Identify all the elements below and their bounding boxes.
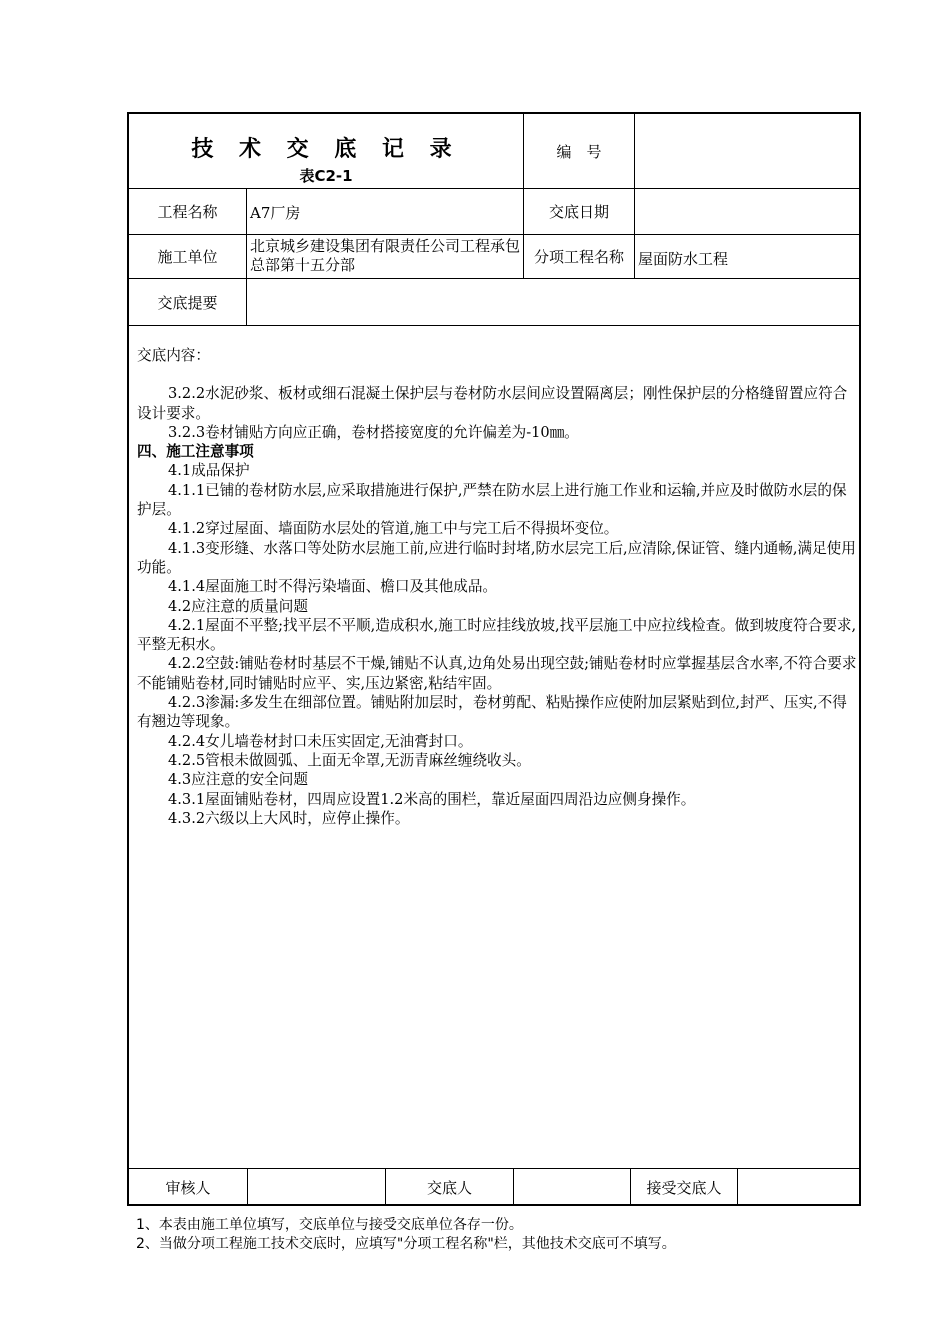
summary-label: 交底提要: [157, 293, 218, 312]
date-field[interactable]: [635, 189, 859, 234]
content-paragraph: 4.2.5管根未做圆弧、上面无伞罩,无沥青麻丝缠绕收头。: [168, 751, 531, 769]
disclosure-content: [137, 346, 857, 828]
content-paragraph: 4.1.1已铺的卷材防水层,应采取措施进行保护,严禁在防水层上进行施工作业和运输,并应及时做防水层的保护层。: [137, 481, 847, 519]
technical-disclosure-form: [127, 112, 861, 1206]
reviewer-label: 审核人: [165, 1179, 211, 1197]
contractor-field[interactable]: 北京城乡建设集团有限责任公司工程承包总部第十五分部: [250, 237, 521, 274]
reviewer-field[interactable]: [248, 1169, 385, 1206]
section-heading: 四、施工注意事项: [137, 443, 254, 461]
content-paragraph: 4.2.4女儿墙卷材封口未压实固定,无油膏封口。: [168, 732, 473, 750]
receiver-field[interactable]: [738, 1169, 859, 1206]
content-paragraph: 4.3应注意的安全问题: [168, 771, 308, 789]
discloser-label: 交底人: [426, 1179, 472, 1197]
content-paragraph: 4.1.4屋面施工时不得污染墙面、檐口及其他成品。: [168, 578, 498, 596]
content-paragraph: 4.3.1屋面铺贴卷材，四周应设置1.2米高的围栏，靠近屋面四周沿边应侧身操作。: [168, 790, 696, 808]
content-label: 交底内容：: [137, 347, 210, 364]
discloser-field[interactable]: [514, 1169, 630, 1206]
project-name-field[interactable]: A7厂房: [250, 204, 301, 222]
content-paragraph: 4.1成品保护: [168, 462, 250, 480]
row-divider: [129, 325, 859, 326]
content-paragraph: 3.2.3卷材铺贴方向应正确，卷材搭接宽度的允许偏差为-10㎜。: [168, 423, 579, 441]
content-paragraph: 4.1.2穿过屋面、墙面防水层处的管道,施工中与完工后不得损坏变位。: [168, 520, 619, 538]
content-paragraph: 4.2.3渗漏:多发生在细部位置。铺贴附加层时，卷材剪配、粘贴操作应使附加层紧贴到位,封严、压实,不得有翘边等现象。: [137, 694, 847, 731]
subproject-label: 分项工程名称: [533, 248, 624, 266]
date-label: 交底日期: [548, 203, 609, 221]
content-paragraph: 4.3.2六级以上大风时，应停止操作。: [168, 809, 410, 827]
form-title: 技 术 交 底 记 录: [191, 137, 461, 162]
contractor-label: 施工单位: [157, 248, 218, 266]
content-paragraph: 4.2应注意的质量问题: [168, 597, 308, 615]
content-paragraph: 4.2.1屋面不平整;找平层不平顺,造成积水,施工时应挂线放坡,找平层施工中应拉线检查。做到坡度符合要求,平整无积水。: [137, 616, 857, 654]
content-paragraph: 3.2.2水泥砂浆、板材或细石混凝土保护层与卷材防水层间应设置隔离层；刚性保护层的分格缝留置应符合设计要求。: [137, 385, 848, 422]
receiver-label: 接受交底人: [646, 1179, 722, 1197]
footnote: 2、当做分项工程施工技术交底时，应填写"分项工程名称"栏，其他技术交底可不填写。: [136, 1236, 676, 1252]
footnote: 1、本表由施工单位填写，交底单位与接受交底单位各存一份。: [136, 1217, 523, 1233]
content-paragraph: 4.2.2空鼓:铺贴卷材时基层不干燥,铺贴不认真,边角处易出现空鼓;铺贴卷材时应掌握基层含水率,不符合要求不能铺贴卷材,同时铺贴时应平、实,压边紧密,粘结牢固。: [137, 655, 857, 692]
subproject-field[interactable]: 屋面防水工程: [638, 250, 729, 268]
form-code: 表C2-1: [299, 167, 353, 185]
number-field[interactable]: [635, 114, 859, 188]
number-label: 编 号: [556, 142, 602, 161]
project-name-label: 工程名称: [157, 203, 218, 221]
footnotes: [136, 1216, 676, 1254]
summary-field[interactable]: [247, 279, 859, 325]
title-cell: [129, 114, 523, 188]
content-paragraph: 4.1.3变形缝、水落口等处防水层施工前,应进行临时封堵,防水层完工后,应清除,保证管、缝内通畅,满足使用功能。: [137, 539, 856, 576]
